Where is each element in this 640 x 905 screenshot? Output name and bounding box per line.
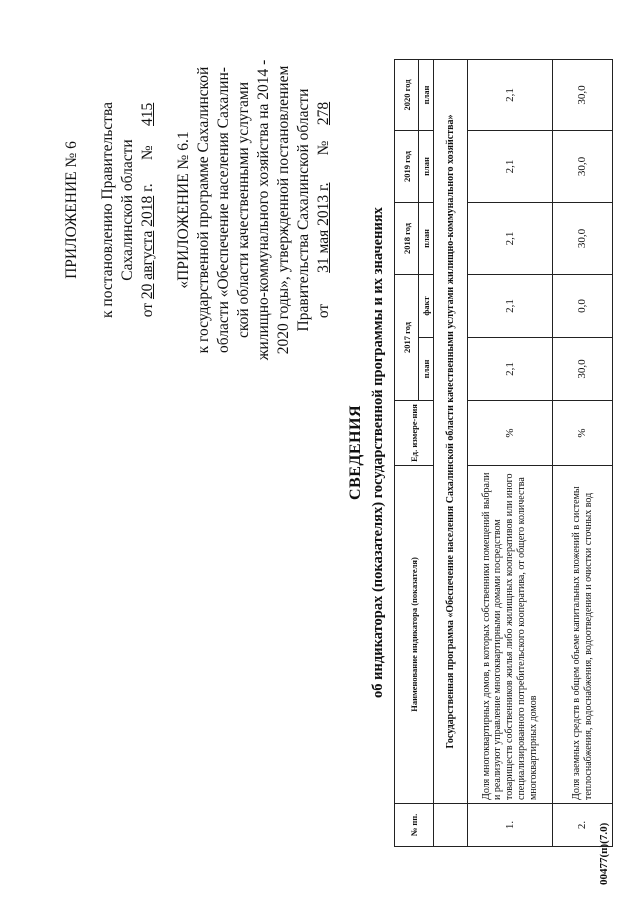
section-title: Государственная программа «Обеспечение населения Сахалинской области качественными услугами жилищно-коммунального хозяйства»: [434, 59, 468, 803]
original-date-line: [314, 0, 334, 420]
row-2017-fact: 2,1: [468, 274, 553, 337]
table-row: [468, 59, 553, 846]
table-header-row: [395, 59, 419, 846]
original-line-5: 2020 годы», утвержденной постановлением: [275, 65, 292, 355]
original-line-1: к государственной программе Сахалинской: [195, 66, 212, 354]
header-2018-plan: план: [419, 202, 434, 274]
header-2017: 2017 год: [395, 274, 419, 400]
original-line-4: жилищно-коммунального хозяйства на 2014 -: [255, 59, 272, 361]
date-month: августа: [139, 230, 156, 280]
date-from: от: [139, 302, 156, 318]
date-g: г.: [139, 183, 156, 192]
header-2017-plan: план: [419, 338, 434, 401]
header-unit: Ед. измере-ния: [395, 401, 434, 466]
original-line-6: Правительства Сахалинской области: [295, 88, 312, 332]
original-line-3: ской области качественными услугами: [235, 81, 252, 339]
section-row: [434, 59, 468, 846]
row-2018-plan: 2,1: [468, 202, 553, 274]
decree-line-1: к постановлению Правительства: [99, 102, 116, 318]
row-num: 1.: [468, 804, 553, 847]
original-date: 31 мая 2013 г.: [315, 182, 332, 273]
row-2017-plan: 2,1: [468, 338, 553, 401]
indicators-table: [394, 59, 613, 847]
table-row: [553, 59, 613, 846]
date-day: 20: [139, 283, 156, 300]
row-2017-fact: 0,0: [553, 274, 613, 337]
footer-code: 00477(п)(7.0): [598, 822, 610, 885]
row-2019-plan: 30,0: [553, 130, 613, 202]
row-2020-plan: 30,0: [553, 59, 613, 130]
row-name: Доля многоквартирных домов, в которых собственники помещений выбрали и реализуют управление многоквартирными домами посредством товариществ собственников жилья либо жилищных кооперативов или иного специализированного потребительского кооператива, от общего количества многоквартирных домов: [468, 466, 553, 804]
header-2017-fact: факт: [419, 274, 434, 337]
original-line-2: области «Обеспечение населения Сахалин-: [215, 67, 232, 353]
original-number-sign: №: [315, 140, 332, 156]
header-2020: 2020 год: [395, 59, 419, 130]
header-2019: 2019 год: [395, 130, 419, 202]
original-appendix-title: «ПРИЛОЖЕНИЕ № 6.1: [175, 131, 192, 289]
appendix-title: ПРИЛОЖЕНИЕ № 6: [63, 141, 80, 279]
row-2018-plan: 30,0: [553, 202, 613, 274]
row-2020-plan: 2,1: [468, 59, 553, 130]
decree-number: 415: [139, 102, 156, 126]
row-unit: %: [553, 401, 613, 466]
document-title: СВЕДЕНИЯ: [347, 404, 364, 501]
decree-line-2: Сахалинской области: [119, 139, 136, 281]
header-2018: 2018 год: [395, 202, 419, 274]
original-date-from: от: [315, 303, 332, 319]
row-2019-plan: 2,1: [468, 130, 553, 202]
row-name: Доля заемных средств в общем объеме капитальных вложений в системы теплоснабжения, водоснабжения, водоотведения и очистки сточных вод: [553, 466, 613, 804]
header-num: № пп.: [395, 804, 434, 847]
header-2019-plan: план: [419, 130, 434, 202]
date-year: 2018: [139, 195, 156, 227]
header-name: Наименование индикатора (показателя): [395, 466, 434, 804]
original-number: 278: [315, 101, 332, 126]
row-2017-plan: 30,0: [553, 338, 613, 401]
decree-date-line: [138, 0, 158, 420]
document-subtitle: об индикаторах (показателях) государственной программы и их значениях: [370, 207, 386, 698]
row-unit: %: [468, 401, 553, 466]
header-2020-plan: план: [419, 59, 434, 130]
number-sign: №: [139, 145, 156, 161]
row-num: 2.: [553, 804, 613, 847]
